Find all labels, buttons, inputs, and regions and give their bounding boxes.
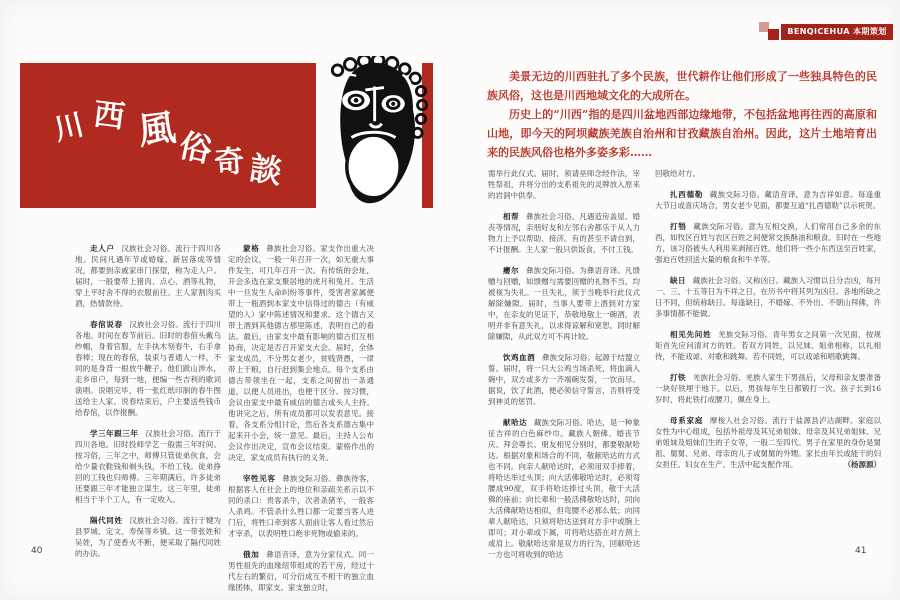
title-character: 俗 xyxy=(175,126,216,170)
custom-heading: 学三年跟三年 xyxy=(90,429,139,438)
author-credit: （杨源源） xyxy=(843,460,881,469)
custom-heading: 饮鸡血酒 xyxy=(503,353,536,362)
custom-heading: 相帮 xyxy=(503,212,520,221)
custom-paragraph: 回敬给对方。 xyxy=(655,169,700,178)
custom-paragraph: 瘿尔 彝族交际习俗。为彝语音译。凡馈赠与回赠，如馈赠与需要回赠的礼物不当，均被视为失礼。一旦失礼，须于当晚举行此仪式解除嫌隙。届时，当事人要带上酒到对方家中，在亲友的见证下，恭敬地敬上一碗酒，表明并非有意失礼，以求得谅解和宽恕。同时解除嫌隙，从此双方可不再计较。 xyxy=(488,266,640,341)
custom-heading: 蒙格 xyxy=(243,244,260,253)
custom-heading: 俄加 xyxy=(243,550,260,559)
custom-paragraph: 打牾 藏族交际习俗。意为互相交换，人们常用自己多余的东西，如牧区百姓与农区百姓之间便常交换酥油和粮食。旧时在一些地方，该习俗被头人利用来剥削百姓。他们将一些小东西送至百姓家，强迫百姓回送大量的粮食和牛羊等。 xyxy=(655,222,882,264)
custom-paragraph: 扎西德勒 藏族交际习俗。藏语音译，意为吉祥如意。每逢重大节日或喜庆场合，男女老少见面，都要互道“扎西德勒”以示祝贺。 xyxy=(655,190,882,210)
title-banner xyxy=(20,63,433,208)
custom-paragraph: 蒙格 彝族社会习俗。家支作出重大决定的会议，一般一年召开一次，如无重大事件发生，可几年召开一次。有传统的会址，开会多选在家支聚居地的虎月和兔月。生活中一旦发生人命纠纷等事件，受害者家属便带上一瓶酒到本家支中信得过的德古（有威望的人）家中陈述情况和要求。这个德古又带上酒到其他德古那里陈述，表明自己的看法。最后，由家支中最有影响的德古们互相协商，决定是否召开家支大会。届时，全体家支成员，不分男女老少，贫贱贤愚，一律带上干粮，自行赶到集会地点。每个支系由德古带领坐在一起，支系之间留出一条通道，以便人员进出，也便于区分。按习惯，会议由家支中最有威信的德古或头人主持。他讲完之后，所有成员都可以发表意见。接着，各支系分组讨论，然后各支系德古集中起来开小会，统一意见。最后，主持人公布会议作出决定，宣布会议结束。蒙格作出的决定，家支成员有执行的义务。 xyxy=(228,244,375,462)
right-page-column-2 xyxy=(655,168,881,568)
custom-paragraph: 相见先问姓 羌族交际习俗。青年男女之间第一次见面，按规矩首先应问清对方的姓。若双方同姓，以兄妹、姐弟相称，以礼相待，不能戏谑、对歌和跳舞。若不同姓，可以戏谑和唱歌跳舞。 xyxy=(655,330,882,361)
custom-paragraph: 俄加 彝语音译，意为分家仪式。同一男性祖先的血缘纽带组成的若干房，经过十代左右的繁衍，可分衍成互不相干的独立血缘团体，即家支。家支独立时， xyxy=(228,550,375,592)
title-character: 川 xyxy=(50,106,88,147)
custom-heading: 春倌说春 xyxy=(90,320,123,329)
custom-paragraph: 春倌说春 汉族社会习俗。流行于四川各地。时间在春节前后。旧时的春倌头戴乌纱帽，身着官服，左手执木刻春牛，右手拿春棒；现在的春倌，装束与普通人一样，不同的是身背一根放牛鞭子。他们跋山涉水，走乡串户，每到一地，便编一些吉利的歌词演唱。说唱完毕，将一张红纸印制的春牛图送给主人家。说春结束后，户主要送些钱币给春倌，以作报酬。 xyxy=(75,320,222,417)
custom-paragraph: 隔代同姓 汉族社会习俗。流行于犍为县罗城、定文、寿保等乡镇。这一带张姓和吴姓，为了使香火不断，便采取了隔代同姓的办法。 xyxy=(75,516,222,558)
custom-heading: 宰牲见客 xyxy=(243,474,276,483)
page-number-left: 40 xyxy=(31,546,43,556)
custom-paragraph: 母系家庭 摩梭人社会习俗。流行于盐源县泸沽湖畔。家庭以女性为中心组成，包括外祖母及其兄弟姐妹、母亲及其兄弟姐妹、兄弟姐妹及姐妹们生的子女等，一般二至四代。男子在家里的身份是舅祖、舅舅、兄弟、母亲的儿子或舅舅的外甥。家长由年长或能干的妇女担任。妇女在生产、生活中起支配作用。 （杨源源） xyxy=(655,416,882,469)
custom-heading: 打铁 xyxy=(670,373,687,382)
title-character: 西 xyxy=(91,96,127,136)
intro-text xyxy=(487,67,877,162)
custom-paragraph: 打铁 羌族社会习俗。羌族人家生下男孩后，父母和亲友要准备一块好铁埋于地下。以后，男孩每年生日都锻打一次。孩子长到16岁时，将此铁打成腰刀，佩在身上。 xyxy=(655,373,882,404)
custom-heading: 缺日 xyxy=(670,276,687,285)
intro-paragraph: 美景无边的川西驻扎了多个民族，世代耕作让他们形成了一些独具特色的民族风俗，这也是川西地域文化的大成所在。 xyxy=(487,70,877,102)
custom-heading: 扎西德勒 xyxy=(670,190,704,199)
section-header: BENQICEHUA 本期策划 xyxy=(781,24,893,40)
custom-heading: 隔代同姓 xyxy=(90,516,123,525)
custom-paragraph: 宰牲见客 彝族交际习俗。彝族待客，根据客人在社会上的地位和亲疏关系示以不同的杀口：贵客杀牛，次者杀猪羊，一般客人杀鸡。不管杀什么牲口都一定要当客人进门后，将牲口牵到客人面前让客人看过然后才宰杀，以表明牲口绝非死物或偷来的。 xyxy=(228,474,375,538)
custom-heading: 母系家庭 xyxy=(670,416,704,425)
custom-heading: 瘿尔 xyxy=(503,266,520,275)
custom-paragraph: 缺日 藏族社会习俗。又称凶日。藏族人习惯以日分吉凶，每月一、三、十五等日为不祥之日，在历书中将其列为凶日。各地所缺之日不同，但统称缺日。每逢缺日，不婚嫁、不外出、不朝山拜佛，许多事情都不能做。 xyxy=(655,276,882,318)
title-character: 談 xyxy=(246,148,285,192)
custom-paragraph: 献哈达 藏族交际习俗。哈达，是一种象征吉祥的白色麻纱巾。藏族人朝佛、婚丧节庆、拜会尊长、朋友相见分别时，都要敬献哈达。根据对象和场合的不同，敬献哈达的方式也不同。向亲人献哈达时，必须用双手捧着，将哈达举过头顶；向大活佛敬哈达时，必须弯腰成90度，双手将哈达捧过头顶，敬于大活佛的座前；向长辈和一般活佛敬哈达时，同向大活佛献哈达相似，但弯腰不必那么低；向同辈人献哈达，只须将哈达送到对方手中或腕上即可；对小辈或下属，可将哈达搭在对方颈上或肩上。敬献哈达常是双方的行为，回献哈达一方也可将收到的哈达 xyxy=(488,418,640,559)
title-character: 奇 xyxy=(213,143,246,181)
custom-paragraph: 走人户 汉族社会习俗。流行于四川各地。民间凡遇年节或婚嫁、新居落成等情况，都要到亲戚家串门探望，称为走人户。届时，一般要带上猪肉、点心、酒等礼物，穿上平时舍不得的衣服前往。主人家割肉买酒，热情款待。 xyxy=(75,244,222,308)
custom-paragraph: 学三年跟三年 汉族社会习俗。流行于四川各地。旧时投师学艺一般需三年时间。按习俗，三年之中，师傅只管徒弟伙食，会给少量衣鞋钱和剃头钱，不给工钱。徒弟挣回的工钱也归师傅。三年期满后，许多徒弟还要跟三年才能独立谋生。这三年里，徒弟相当于半个工人，有一定收入。 xyxy=(75,429,221,504)
tribal-mask-icon xyxy=(312,56,428,212)
left-page-column-1 xyxy=(75,243,221,573)
intro-paragraph: 历史上的“川西”指的是四川盆地西部边缘地带，不包括盆地再往西的高原和山地，即今天的阿坝藏族羌族自治州和甘孜藏族自治州。因此，这片土地培育出来的民族风俗也格外多姿多彩…… xyxy=(487,108,877,159)
custom-heading: 相见先问姓 xyxy=(670,330,712,339)
page-number-right: 41 xyxy=(855,546,867,556)
custom-heading: 献哈达 xyxy=(503,418,528,427)
custom-heading: 走人户 xyxy=(90,244,115,253)
custom-paragraph: 相帮 彝族社会习俗。凡遇造房盖屋、婚丧等情况，亲朋好友和左邻右舍都乐于从人力物力上予以帮助、接济。有的甚至不请自到，不计报酬。主人家一般只供饭食，不付工钱。 xyxy=(488,212,640,254)
header-deco-square-dark xyxy=(768,29,779,40)
custom-heading: 打牾 xyxy=(670,222,687,231)
custom-paragraph: 需举行此仪式。届时，须请巫师念经作法，宰牲祭祖，并将分出的支系祖先的灵牌放入原来的岩洞中供奉。 xyxy=(488,169,640,200)
custom-paragraph: 饮鸡血酒 彝族交际习俗。起源于结盟立誓。届时，将一只大公鸡当场杀死，将血滴入碗中，双方或多方一齐端碗发誓，一饮而尽。据说，饮了此酒，便必须信守誓言，否则将受到神灵的惩罚。 xyxy=(488,353,640,406)
title-character: 風 xyxy=(135,104,178,154)
left-page-column-2 xyxy=(228,243,375,592)
right-page-column-1 xyxy=(488,168,640,568)
